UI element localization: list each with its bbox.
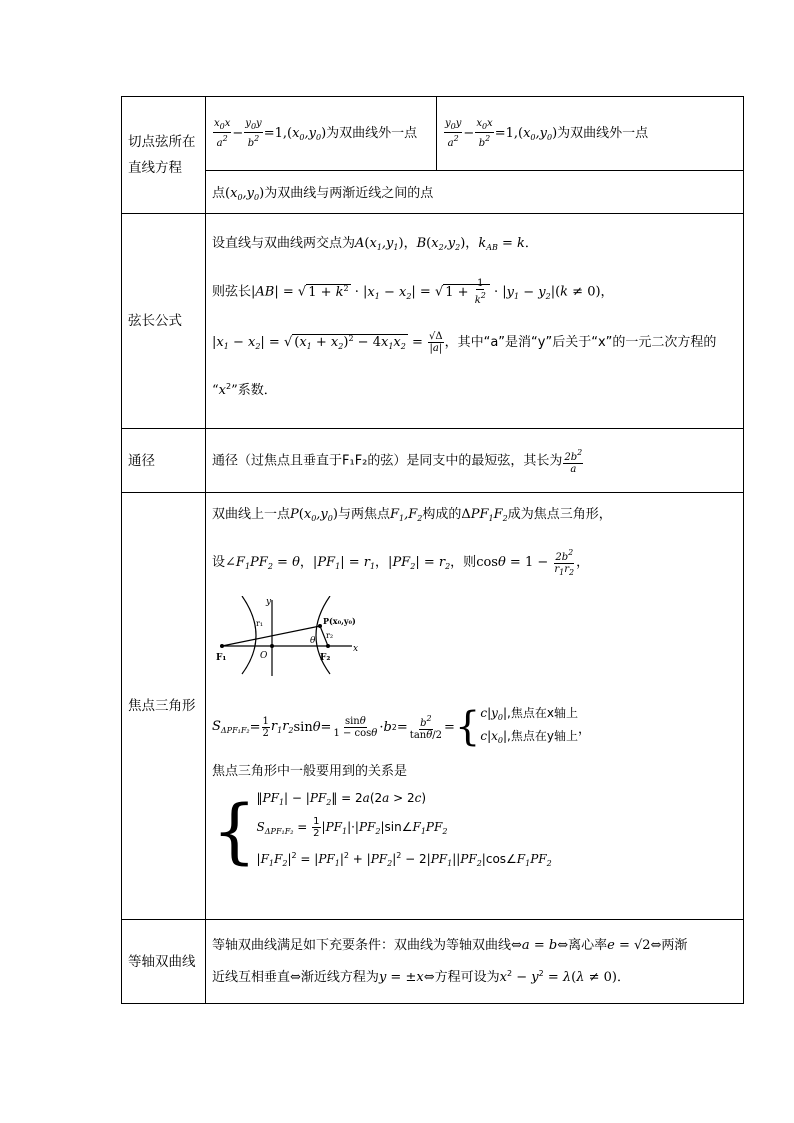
- chord-line2-prefix: 则弦长: [212, 284, 252, 300]
- chord-line3-text: ，其中“a”是消“y”后关于“x”的一元二次方程的: [444, 334, 717, 350]
- chord-length-label: 弦长公式: [122, 214, 206, 429]
- equilateral-line1-b: 离心率: [568, 937, 608, 953]
- focal-relations-system: { $‖PF_1|$ − $|PF_2‖ = 2a(2a > 2c)$ $S_{\Delta PF_1F_2}$ = $\frac{1}{2}$ $|PF_1|\cdot|PF_2|\sin\angle F_1PF_2$ $|F_1F_2|^2 = |PF_1|^2 + |PF_2|^2$ − $2|PF_1||PF_2|\cos\angle F_1PF_2$: [212, 790, 552, 872]
- fig-f1-label: F₁: [216, 653, 227, 663]
- equilateral-label: 等轴双曲线: [122, 920, 206, 1004]
- fig-r1-label: r₁: [256, 619, 264, 628]
- tangent-right-text: 为双曲线外一点: [557, 126, 649, 141]
- focal-area-formula: $S_{\Delta PF_1F_2}$ = $\frac{1}{2}$ $r_1r_2$ sin θ = $\frac{\sin\theta}{1 - \cos\theta}$ · b 2 = $\frac{b^2}{\tan\theta/2}$ = { $c|y_0|$,焦点在x轴上 $c|x_0|$,焦点在y轴上 ，: [212, 704, 591, 750]
- equilateral-line2-c: 方程可设为: [434, 969, 500, 985]
- hyperbola-properties-table: [121, 96, 744, 1004]
- focal-line1-d: 成为焦点三角形，: [507, 507, 612, 522]
- focal-line1-c: 构成的: [422, 507, 462, 522]
- chord-length-cell: 设直线与双曲线两交点为$A(x_1,y_1)$，$B(x_2,y_2)$，$k_{AB} = k$． 则弦长|AB| = √ $1 + k^2 \cdot |x_1 - x_2|$ = √ 1 + $\frac{1}{k^2}$ · $|y_1 - y_2|(k \ne 0)$， $|x_1 - x_2|$ = √ $(x_1 + x_2)^2 - 4x_1x_2$ = $\frac{√\Delta}{|a|}$ ，其中“a”是消“y”后关于“x”的一元二次方程的 “$x^2$”系数．: [206, 214, 744, 429]
- equilateral-cell: 等轴双曲线满足如下充要条件：双曲线为等轴双曲线⇔a = b⇔离心率e = √2⇔两渐 近线互相垂直⇔渐近线方程为y = ±x⇔方程可设为$x^2 - y^2 = \lambda(\lambda \ne 0)$．: [206, 920, 744, 1004]
- fig-o-label: O: [260, 651, 268, 661]
- area-case-y: 焦点在y轴上: [510, 729, 578, 743]
- chord-line1: 设直线与双曲线两交点为: [212, 236, 356, 251]
- focal-line1-b: 与两焦点: [337, 507, 390, 522]
- fig-y-label: y: [266, 597, 272, 607]
- chord-line4-text: 系数．: [237, 382, 277, 398]
- fig-r2-label: r₂: [326, 631, 334, 640]
- tangent-bottom-text: 为双曲线与两渐近线之间的点: [264, 186, 434, 201]
- focal-triangle-label: 焦点三角形: [122, 493, 206, 920]
- tangent-cell-right: $\frac{y_0y}{a^2}$ − $\frac{x_0x}{b^2}$ $=1,(x_0,y_0)$为双曲线外一点: [445, 118, 649, 149]
- tangent-left-text: 为双曲线外一点: [326, 126, 418, 141]
- tangent-cell-left: $\frac{x_0x}{a^2}$ − $\frac{y_0y}{b^2}$ $=1,(x_0,y_0)$为双曲线外一点: [206, 97, 437, 170]
- equilateral-line1-c: 两渐: [661, 937, 688, 953]
- latus-rectum-label: 通径: [122, 429, 206, 493]
- latus-text: 通径（过焦点且垂直于F₁F₂的弦）是同支中的最短弦，其长为: [212, 453, 563, 468]
- fig-theta-label: θ: [310, 636, 316, 646]
- tangent-bottom-prefix: 点: [212, 186, 226, 201]
- tangent-chord-label: 切点弦所在直线方程: [122, 97, 206, 214]
- focal-triangle-cell: 双曲线上一点$P(x_0,y_0)$与两焦点$F_1,F_2$构成的$\Delta PF_1F_2$成为焦点三角形， 设$\angle F_1PF_2 = \theta$，$|PF_1| = r_1$，$|PF_2| = r_2$，则cosθ = 1 − $\frac{2b^2}{r_1r_2}$ ， y x O F₁ F₂ P(x₀,y₀) r₁ r₂ θ $S_{\Delta PF_1F_2}$ = $\frac{1}{2}$ $r_1r_2$ sin θ = $\frac{\sin\theta}{1 - \cos\theta}$ · b 2 = $\frac{b^2}{\tan\theta/2}$ = { $c|y_0|$,焦点在x轴上 $c|x_0|$,焦点在y轴上 ， 焦点三角形中一般要用到的关系是 { $‖PF_1|$ − $|PF_2‖ = 2a(2a > 2c)$ $S_{\Delta PF_1F_2}$ = $\frac{1}{2}$ $|PF_1|\cdot|PF_2|\sin\angle F_1PF_2$ $|F_1F_2|^2 = |PF_1|^2 + |PF_2|^2$ − $2|PF_1||PF_2|\cos\angle F_1PF_2$: [206, 493, 744, 920]
- area-case-x: 焦点在x轴上: [510, 706, 578, 720]
- equilateral-line1-a: 等轴双曲线满足如下充要条件：双曲线为等轴双曲线: [212, 937, 512, 953]
- equilateral-line2-b: 渐近线方程为: [300, 969, 379, 985]
- latus-rectum-cell: 通径（过焦点且垂直于F₁F₂的弦）是同支中的最短弦，其长为 $\frac{2b^2}{a}$: [206, 429, 744, 493]
- common-relations-title: 焦点三角形中一般要用到的关系是: [212, 764, 408, 779]
- fig-f2-label: F₂: [320, 653, 331, 663]
- focal-line2-b: ，则: [450, 555, 477, 570]
- focal-line1-a: 双曲线上一点: [212, 507, 291, 522]
- tangent-bottom-cell: 点$(x_0,y_0)$为双曲线与两渐近线之间的点: [206, 171, 744, 214]
- fig-p-label: P(x₀,y₀): [323, 616, 356, 626]
- fig-x-label: x: [353, 644, 359, 654]
- equilateral-line2-a: 近线互相垂直: [212, 969, 291, 985]
- focal-triangle-figure: [212, 596, 362, 676]
- focal-line2-a: 设: [212, 555, 226, 570]
